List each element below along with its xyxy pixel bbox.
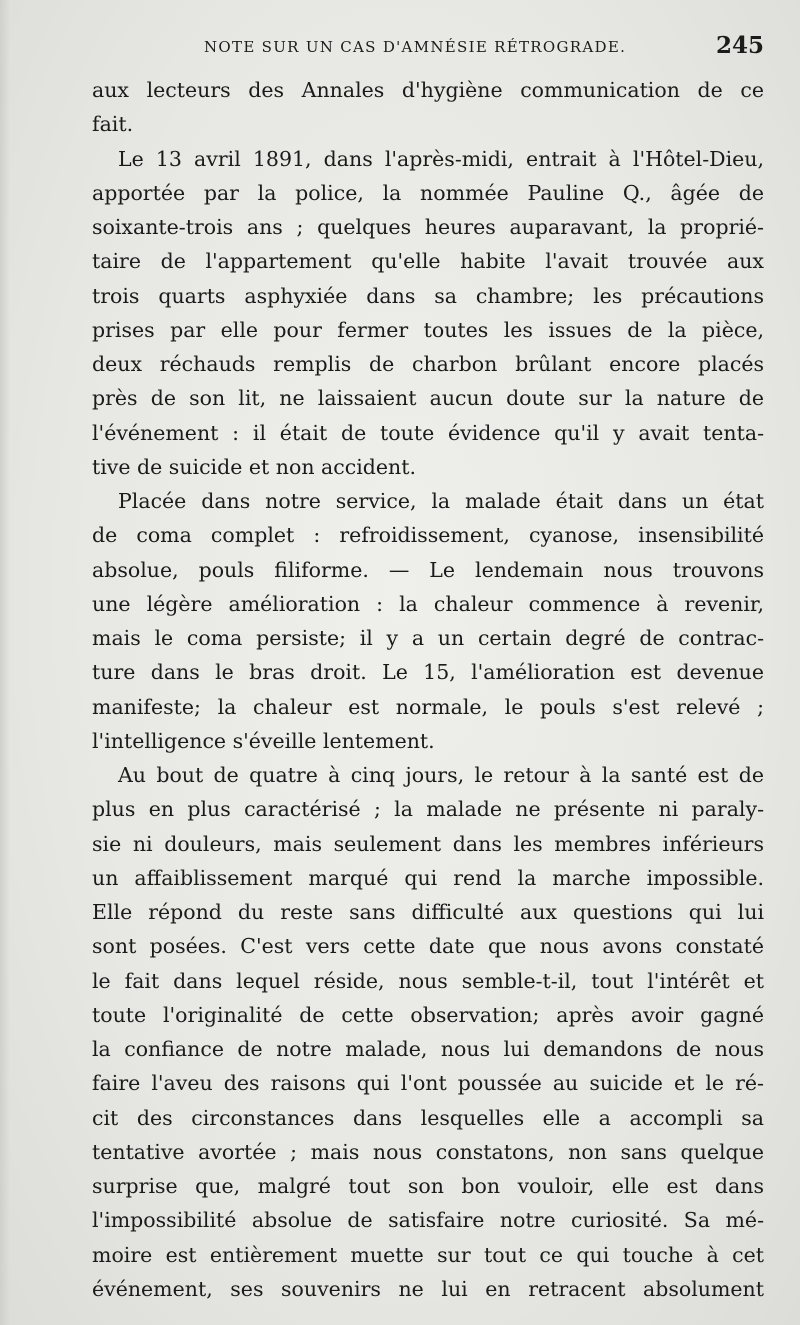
text-line: Au bout de quatre à cinq jours, le retour à la santé est de <box>118 763 764 787</box>
text-line: tive de suicide et non accident. <box>92 454 416 479</box>
text-line: de coma complet : refroidissement, cyanose, insensibilité <box>92 523 764 548</box>
text-line: la confiance de notre malade, nous lui demandons de nous <box>92 1037 764 1061</box>
text-line: taire de l'appartement qu'elle habite l'avait trouvée aux <box>92 249 764 274</box>
text-line: ture dans le bras droit. Le 15, l'amélioration est devenue <box>92 660 764 685</box>
text-line: surprise que, malgré tout son bon vouloir, elle est dans <box>92 1174 764 1198</box>
text-line: soixante-trois ans ; quelques heures auparavant, la proprié- <box>92 215 764 239</box>
text-line: près de son lit, ne laissaient aucun doute sur la nature de <box>92 386 764 411</box>
text-line: événement, ses souvenirs ne lui en retracent absolument <box>92 1276 764 1301</box>
text-line: deux réchauds remplis de charbon brûlant encore placés <box>92 352 764 376</box>
text-line: sont posées. C'est vers cette date que nous avons constaté <box>92 934 764 959</box>
text-line: prises par elle pour fermer toutes les issues de la pièce, <box>92 317 764 342</box>
text-line: mais le coma persiste; il y a un certain degré de contrac- <box>92 626 764 650</box>
text-line: l'événement : il était de toute évidence qu'il y avait tenta- <box>92 420 764 445</box>
text-line: l'intelligence s'éveille lentement. <box>92 728 435 753</box>
text-line: absolue, pouls filiforme. — Le lendemain nous trouvons <box>92 557 764 582</box>
text-line: Placée dans notre service, la malade était dans un état <box>118 489 764 513</box>
text-line: plus en plus caractérisé ; la malade ne présente ni paraly- <box>92 797 764 822</box>
text-line: l'impossibilité absolue de satisfaire notre curiosité. Sa mé- <box>92 1208 764 1233</box>
text-line: fait. <box>92 112 134 137</box>
text-line: trois quarts asphyxiée dans sa chambre; les précautions <box>92 283 764 308</box>
text-line: toute l'originalité de cette observation; après avoir gagné <box>92 1002 764 1027</box>
text-line: le fait dans lequel réside, nous semble-t-il, tout l'intérêt et <box>92 968 764 993</box>
page-edge-shadow <box>0 0 10 1325</box>
text-line: moire est entièrement muette sur tout ce qui touche à cet <box>92 1242 764 1267</box>
text-line: tentative avortée ; mais nous constatons, non sans quelque <box>92 1139 764 1164</box>
text-line: aux lecteurs des Annales d'hygiène communication de ce <box>92 78 764 102</box>
text-line: un affaiblissement marqué qui rend la marche impossible. <box>92 865 764 890</box>
running-title: NOTE SUR UN CAS D'AMNÉSIE RÉTROGRADE. <box>204 38 627 56</box>
text-line: sie ni douleurs, mais seulement dans les membres inférieurs <box>92 831 764 856</box>
text-line: Le 13 avril 1891, dans l'après-midi, entrait à l'Hôtel-Dieu, <box>118 146 764 171</box>
text-line: Elle répond du reste sans difficulté aux questions qui lui <box>92 900 764 924</box>
page-number: 245 <box>715 32 764 59</box>
text-line: manifeste; la chaleur est normale, le pouls s'est relevé ; <box>92 694 764 719</box>
text-line: apportée par la police, la nommée Pauline Q., âgée de <box>92 180 764 205</box>
page-header <box>92 30 764 66</box>
body-text <box>92 73 764 1306</box>
text-line: une légère amélioration : la chaleur commence à revenir, <box>92 591 764 616</box>
text-line: faire l'aveu des raisons qui l'ont poussée au suicide et le ré- <box>92 1071 764 1096</box>
text-line: cit des circonstances dans lesquelles elle a accompli sa <box>92 1105 764 1130</box>
